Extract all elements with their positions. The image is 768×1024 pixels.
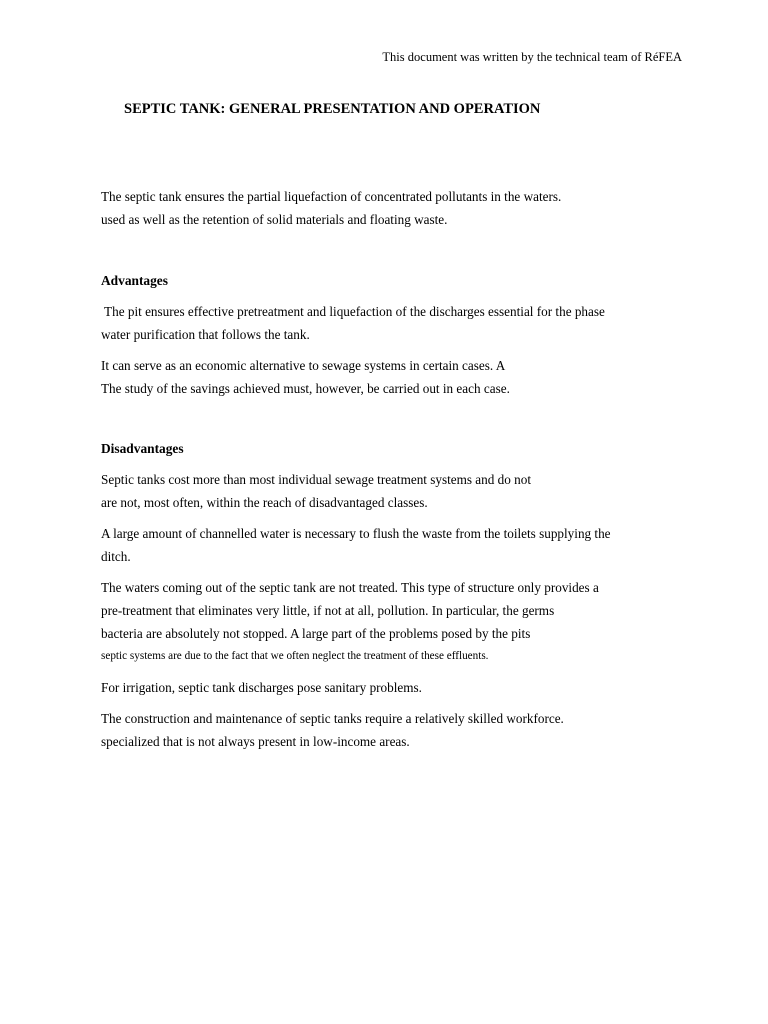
disadvantages-p5-line-2: specialized that is not always present in low-income areas. [101,734,410,749]
section-spacer [101,408,661,437]
disadvantages-p1-line-1: Septic tanks cost more than most individual sewage treatment systems and do not [101,472,531,487]
document-title: SEPTIC TANK: GENERAL PRESENTATION AND OPERATION [124,101,541,117]
advantages-p2-line-2: The study of the savings achieved must, however, be carried out in each case. [101,381,510,396]
disadvantages-paragraph-4 [101,676,661,699]
advantages-paragraph-2 [101,354,661,400]
disadvantages-heading: Disadvantages [101,441,184,456]
disadvantages-p3-line-3: bacteria are absolutely not stopped. A large part of the problems posed by the pits [101,626,531,641]
document-body [101,185,661,761]
intro-line-2: used as well as the retention of solid materials and floating waste. [101,212,448,227]
advantages-paragraph-1 [101,300,661,346]
disadvantages-p3-line-4: septic systems are due to the fact that we often neglect the treatment of these effluents. [101,650,489,662]
header-note: This document was written by the technical team of RéFEA [382,50,682,64]
advantages-p2-line-1: It can serve as an economic alternative to sewage systems in certain cases. A [101,358,506,373]
disadvantages-p2-line-1: A large amount of channelled water is necessary to flush the waste from the toilets supplying the [101,526,611,541]
disadvantages-p2-line-2: ditch. [101,549,131,564]
disadvantages-p1-line-2: are not, most often, within the reach of disadvantaged classes. [101,495,428,510]
disadvantages-p3-line-1: The waters coming out of the septic tank are not treated. This type of structure only provides a [101,580,599,595]
intro-paragraph [101,185,661,231]
disadvantages-paragraph-5 [101,707,661,753]
advantages-p1-line-1: The pit ensures effective pretreatment and liquefaction of the discharges essential for the phase [101,304,605,319]
disadvantages-paragraph-1 [101,468,661,514]
disadvantages-paragraph-3 [101,576,661,668]
advantages-heading: Advantages [101,273,168,288]
intro-line-1: The septic tank ensures the partial liquefaction of concentrated pollutants in the waters. [101,189,562,204]
disadvantages-p5-line-1: The construction and maintenance of septic tanks require a relatively skilled workforce. [101,711,564,726]
disadvantages-p4-line-1: For irrigation, septic tank discharges pose sanitary problems. [101,680,422,695]
disadvantages-paragraph-2 [101,522,661,568]
disadvantages-p3-line-2: pre-treatment that eliminates very little, if not at all, pollution. In particular, the germs [101,603,555,618]
advantages-p1-line-2: water purification that follows the tank. [101,327,310,342]
